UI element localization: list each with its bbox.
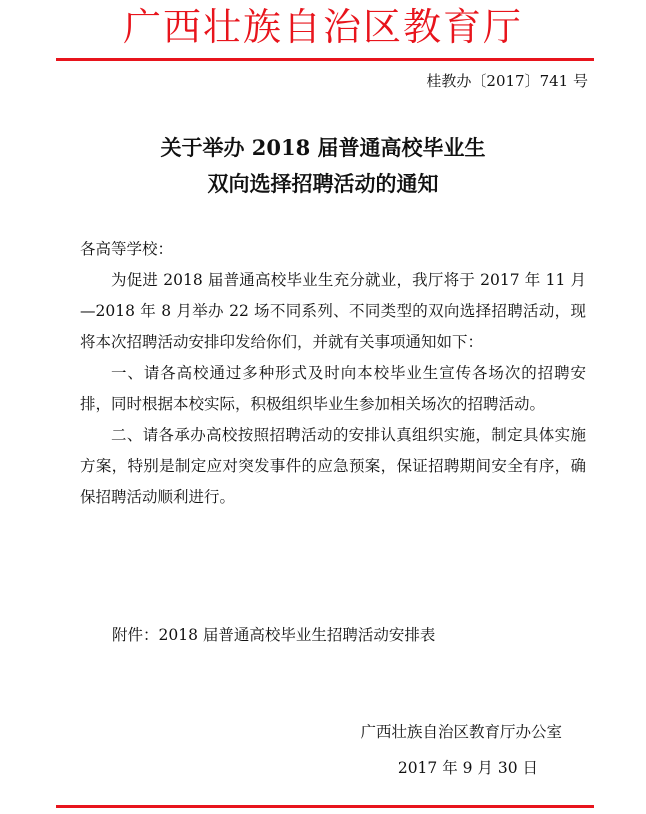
salutation: 各高等学校： bbox=[80, 240, 174, 258]
body-paragraph-item-1: 一、请各高校通过多种形式及时向本校毕业生宣传各场次的招聘安排，同时根据本校实际，积极组织毕业生参加相关场次的招聘活动。 bbox=[80, 364, 586, 413]
document-body bbox=[80, 234, 586, 513]
document-title-line1: 关于举办 2018 届普通高校毕业生 bbox=[160, 135, 486, 160]
issuing-organization-title: 广西壮族自治区教育厅 bbox=[122, 5, 523, 49]
signing-office: 广西壮族自治区教育厅办公室 bbox=[360, 723, 562, 741]
document-title bbox=[0, 130, 646, 202]
body-paragraph-intro: 为促进 2018 届普通高校毕业生充分就业，我厅将于 2017 年 11 月—2018 年 8 月举办 22 场不同系列、不同类型的双向选择招聘活动，现将本次招聘活动安排印发给你们，并就有关事项通知如下： bbox=[80, 271, 586, 351]
document-title-line2: 双向选择招聘活动的通知 bbox=[207, 171, 439, 196]
attachment-line: 附件：2018 届普通高校毕业生招聘活动安排表 bbox=[112, 626, 436, 644]
footer-divider bbox=[56, 805, 594, 808]
signing-date: 2017 年 9 月 30 日 bbox=[397, 759, 538, 777]
body-paragraph-item-2: 二、请各承办高校按照招聘活动的安排认真组织实施，制定具体实施方案，特别是制定应对突发事件的应急预案，保证招聘期间安全有序，确保招聘活动顺利进行。 bbox=[80, 426, 586, 506]
header-divider bbox=[56, 58, 594, 61]
document-number: 桂教办〔2017〕741 号 bbox=[426, 72, 588, 90]
